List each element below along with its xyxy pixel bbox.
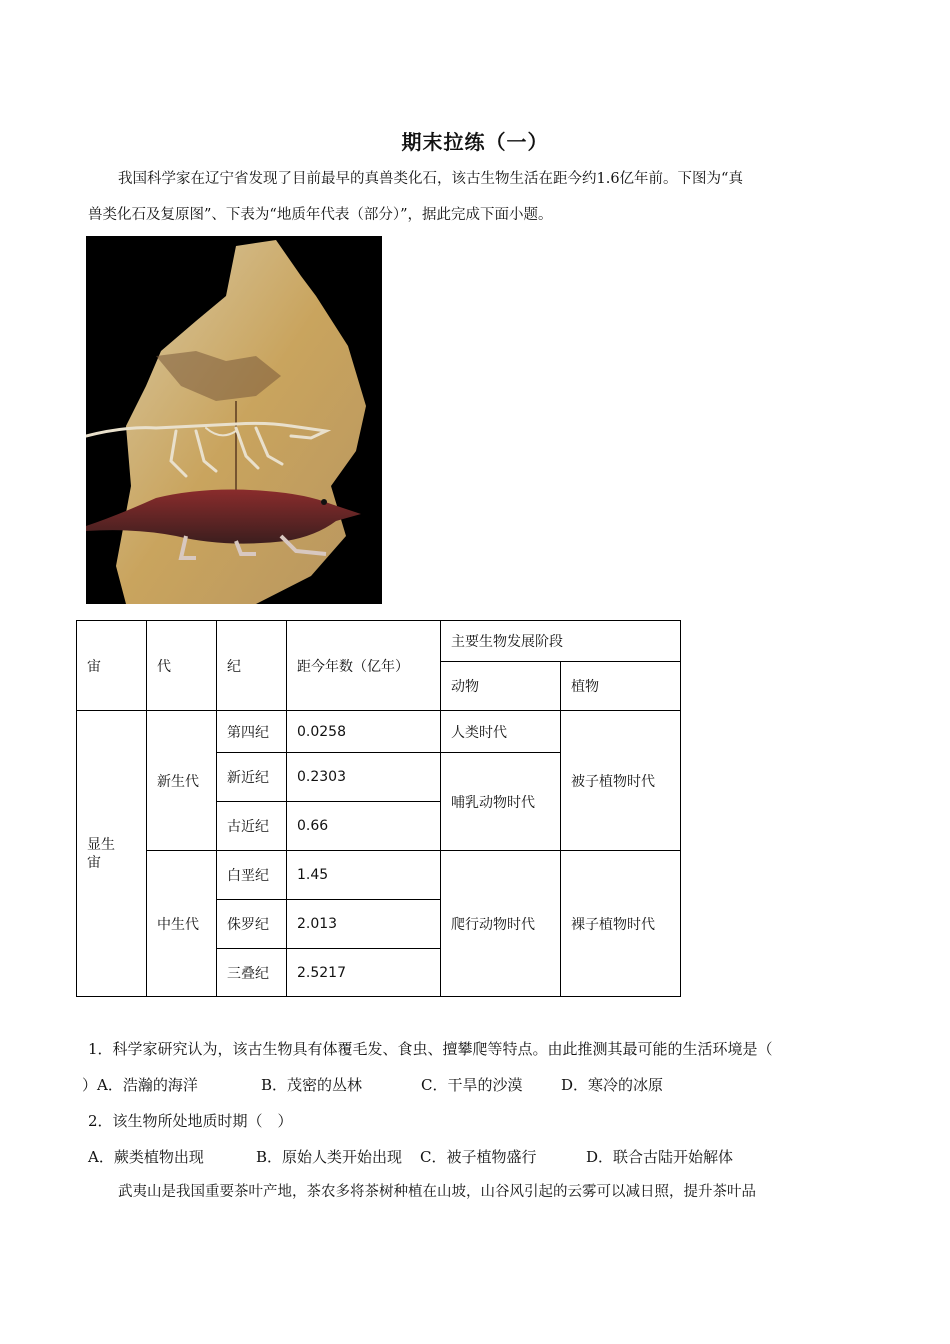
page-title: 期末拉练（一） <box>401 130 549 154</box>
question-1-stem: 1．科学家研究认为，该古生物具有体覆毛发、食虫、擅攀爬等特点。由此推测其最可能的生活环境是（ <box>88 1040 773 1058</box>
question-1-options: ）A．浩瀚的海洋 B．茂密的丛林 C．干旱的沙漠 D．寒冷的冰原 <box>82 1076 664 1094</box>
plant-stage-gymnosperm: 裸子植物时代 <box>561 851 681 997</box>
years-cell: 2.5217 <box>287 949 441 997</box>
option: A．浩瀚的海洋 <box>97 1076 198 1094</box>
fossil-reconstruction-image <box>86 236 382 604</box>
animal-stage-human: 人类时代 <box>441 711 561 753</box>
era-cenozoic: 新生代 <box>147 711 217 851</box>
intro-line-1: 我国科学家在辽宁省发现了目前最早的真兽类化石，该古生物生活在距今约1.6亿年前。下图为“真 <box>118 171 743 187</box>
era-mesozoic: 中生代 <box>147 851 217 997</box>
header-animal: 动物 <box>441 662 561 711</box>
animal-stage-mammal: 哺乳动物时代 <box>441 753 561 851</box>
next-passage: 武夷山是我国重要茶叶产地，茶农多将茶树种植在山坡，山谷风引起的云雾可以减日照，提升茶叶品 <box>118 1184 756 1200</box>
period-cell: 古近纪 <box>217 802 287 851</box>
years-cell: 0.66 <box>287 802 441 851</box>
option: C．干旱的沙漠 <box>421 1076 523 1094</box>
header-years: 距今年数（亿年） <box>287 621 441 711</box>
option: D．寒冷的冰原 <box>561 1076 664 1094</box>
intro-paragraph <box>88 161 868 233</box>
intro-line-2: 兽类化石及复原图”、下表为“地质年代表（部分）”，据此完成下面小题。 <box>88 207 553 223</box>
years-cell: 0.2303 <box>287 753 441 802</box>
header-eon: 宙 <box>77 621 147 711</box>
header-era: 代 <box>147 621 217 711</box>
period-cell: 侏罗纪 <box>217 900 287 949</box>
option: C．被子植物盛行 <box>420 1148 537 1166</box>
years-cell: 1.45 <box>287 851 441 900</box>
period-cell: 白垩纪 <box>217 851 287 900</box>
geologic-time-table <box>76 620 681 997</box>
animal-stage-reptile: 爬行动物时代 <box>441 851 561 997</box>
header-stage: 主要生物发展阶段 <box>441 621 681 662</box>
eon-cell: 显生宙 <box>77 711 147 997</box>
header-period: 纪 <box>217 621 287 711</box>
option: A．蕨类植物出现 <box>88 1148 204 1166</box>
header-plant: 植物 <box>561 662 681 711</box>
question-2-stem: 2．该生物所处地质时期（ ） <box>88 1112 293 1130</box>
period-cell: 三叠纪 <box>217 949 287 997</box>
fossil-illustration <box>86 236 382 604</box>
years-cell: 0.0258 <box>287 711 441 753</box>
option: D．联合古陆开始解体 <box>586 1148 734 1166</box>
plant-stage-angiosperm: 被子植物时代 <box>561 711 681 851</box>
period-cell: 第四纪 <box>217 711 287 753</box>
option: B．原始人类开始出现 <box>256 1148 403 1166</box>
years-cell: 2.013 <box>287 900 441 949</box>
option: B．茂密的丛林 <box>261 1076 363 1094</box>
question-2-options <box>88 1146 733 1167</box>
period-cell: 新近纪 <box>217 753 287 802</box>
